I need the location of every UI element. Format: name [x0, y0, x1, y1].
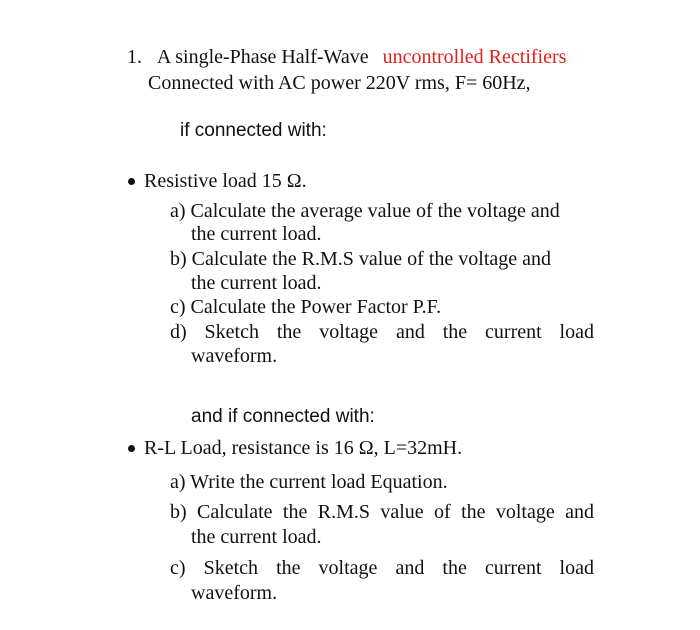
case1-item-c-line1: c) Calculate the Power Factor P.F.	[170, 296, 442, 318]
case1-bullet	[128, 169, 528, 193]
question-title-line2: Connected with AC power 220V rms, F= 60Hz,	[148, 72, 531, 94]
intro-text: if connected with:	[180, 120, 327, 141]
case2-item-c-line1: c) Sketch the voltage and the current load	[170, 557, 594, 579]
case1-item-d-line2: waveform.	[191, 345, 278, 367]
case2-item-a-line1: a) Write the current load Equation.	[170, 471, 448, 493]
intro2-text: and if connected with:	[191, 406, 375, 427]
case1-item-b-line1: b) Calculate the R.M.S value of the voltage and	[170, 248, 552, 270]
case2-bullet	[128, 436, 578, 460]
question-number: 1.	[127, 46, 142, 68]
question-title-line1	[127, 45, 566, 69]
case1-heading: Resistive load 15 Ω.	[144, 170, 307, 192]
case2-item-c-line2: waveform.	[191, 582, 278, 604]
bullet-icon	[128, 445, 135, 452]
question-title-part1: A single-Phase Half-Wave	[156, 46, 369, 68]
bullet-icon	[128, 178, 135, 185]
case1-item-b-line2: the current load.	[191, 272, 322, 294]
case2-item-b-line1: b) Calculate the R.M.S value of the voltage and	[170, 501, 594, 523]
case2-heading: R-L Load, resistance is 16 Ω, L=32mH.	[144, 437, 463, 459]
question-title-highlight: uncontrolled Rectifiers	[382, 46, 567, 68]
case2-item-b-line2: the current load.	[191, 526, 322, 548]
case1-item-a-line2: the current load.	[191, 223, 322, 245]
case1-item-d-line1: d) Sketch the voltage and the current load	[170, 321, 594, 343]
case1-item-a-line1: a) Calculate the average value of the voltage and	[170, 200, 560, 222]
